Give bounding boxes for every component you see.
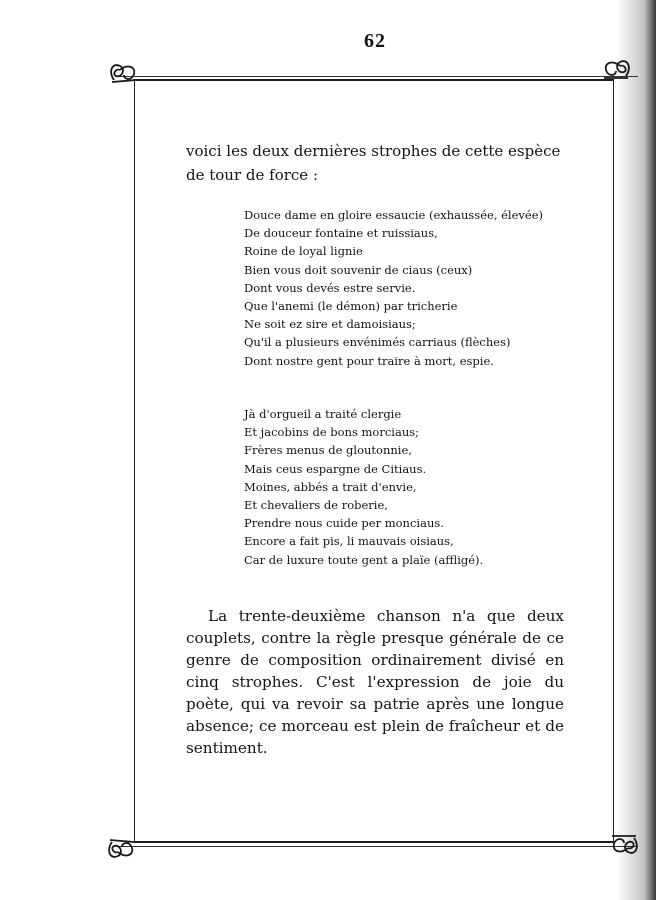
corner-ornament-top-left-icon [106,58,140,88]
body-paragraph: La trente-deuxième chanson n'a que deux couplets, contre la règle presque générale de ce genre de composition ordinairement divisé en cinq strophes. C'est l'expression de joie du poète, qui va revoir sa patrie après une longue absence; ce morceau est plein de fraîcheur et de sentiment. [186,607,564,757]
verse-line: Dont nostre gent pour traire à mort, espie. [244,353,494,368]
corner-ornament-top-right-icon [600,54,634,84]
verse-line: Jà d'orgueil a traité clergie [244,407,402,421]
verse-line: Prendre nous cuide per monciaus. [244,516,444,531]
verse-line: Car de luxure toute gent a plaïe (affligé). [244,552,484,567]
verse-line: Mais ceus espargne de Citiaus. [244,461,427,476]
verse-line: Frères menus de gloutonnie, [244,443,412,458]
corner-ornament-bottom-right-icon [608,830,642,860]
intro-text: voici les deux dernières strophes de cette espèce de tour de force : [186,142,561,184]
verse-line: Douce dame en gloire essaucie (exhaussée, élevée) [244,208,544,222]
verse-line: Moines, abbés a trait d'envie, [244,479,417,494]
corner-ornament-bottom-left-icon [104,834,138,864]
verse-line: Que l'anemi (le démon) par tricherie [244,299,458,314]
verse-line: Qu'il a plusieurs envénimés carriaus (flèches) [244,335,511,350]
verse-line: Encore a fait pis, li mauvais oisiaus, [244,534,454,549]
page-number: 62 [364,30,386,52]
verse-line: Et jacobins de bons morciaus; [244,425,420,440]
verse-line: Ne soit ez sire et damoisiaus; [244,317,416,332]
verse-line: De douceur fontaine et ruissiaus, [244,226,438,241]
verse-line: Et chevaliers de roberie, [244,498,388,513]
verse-line: Bien vous doit souvenir de ciaus (ceux) [244,262,473,277]
verse-line: Roine de loyal lignie [244,244,363,259]
stanza-1 [244,206,544,370]
stanza-2 [244,405,544,569]
verse-line: Dont vous devés estre servie. [244,280,416,295]
